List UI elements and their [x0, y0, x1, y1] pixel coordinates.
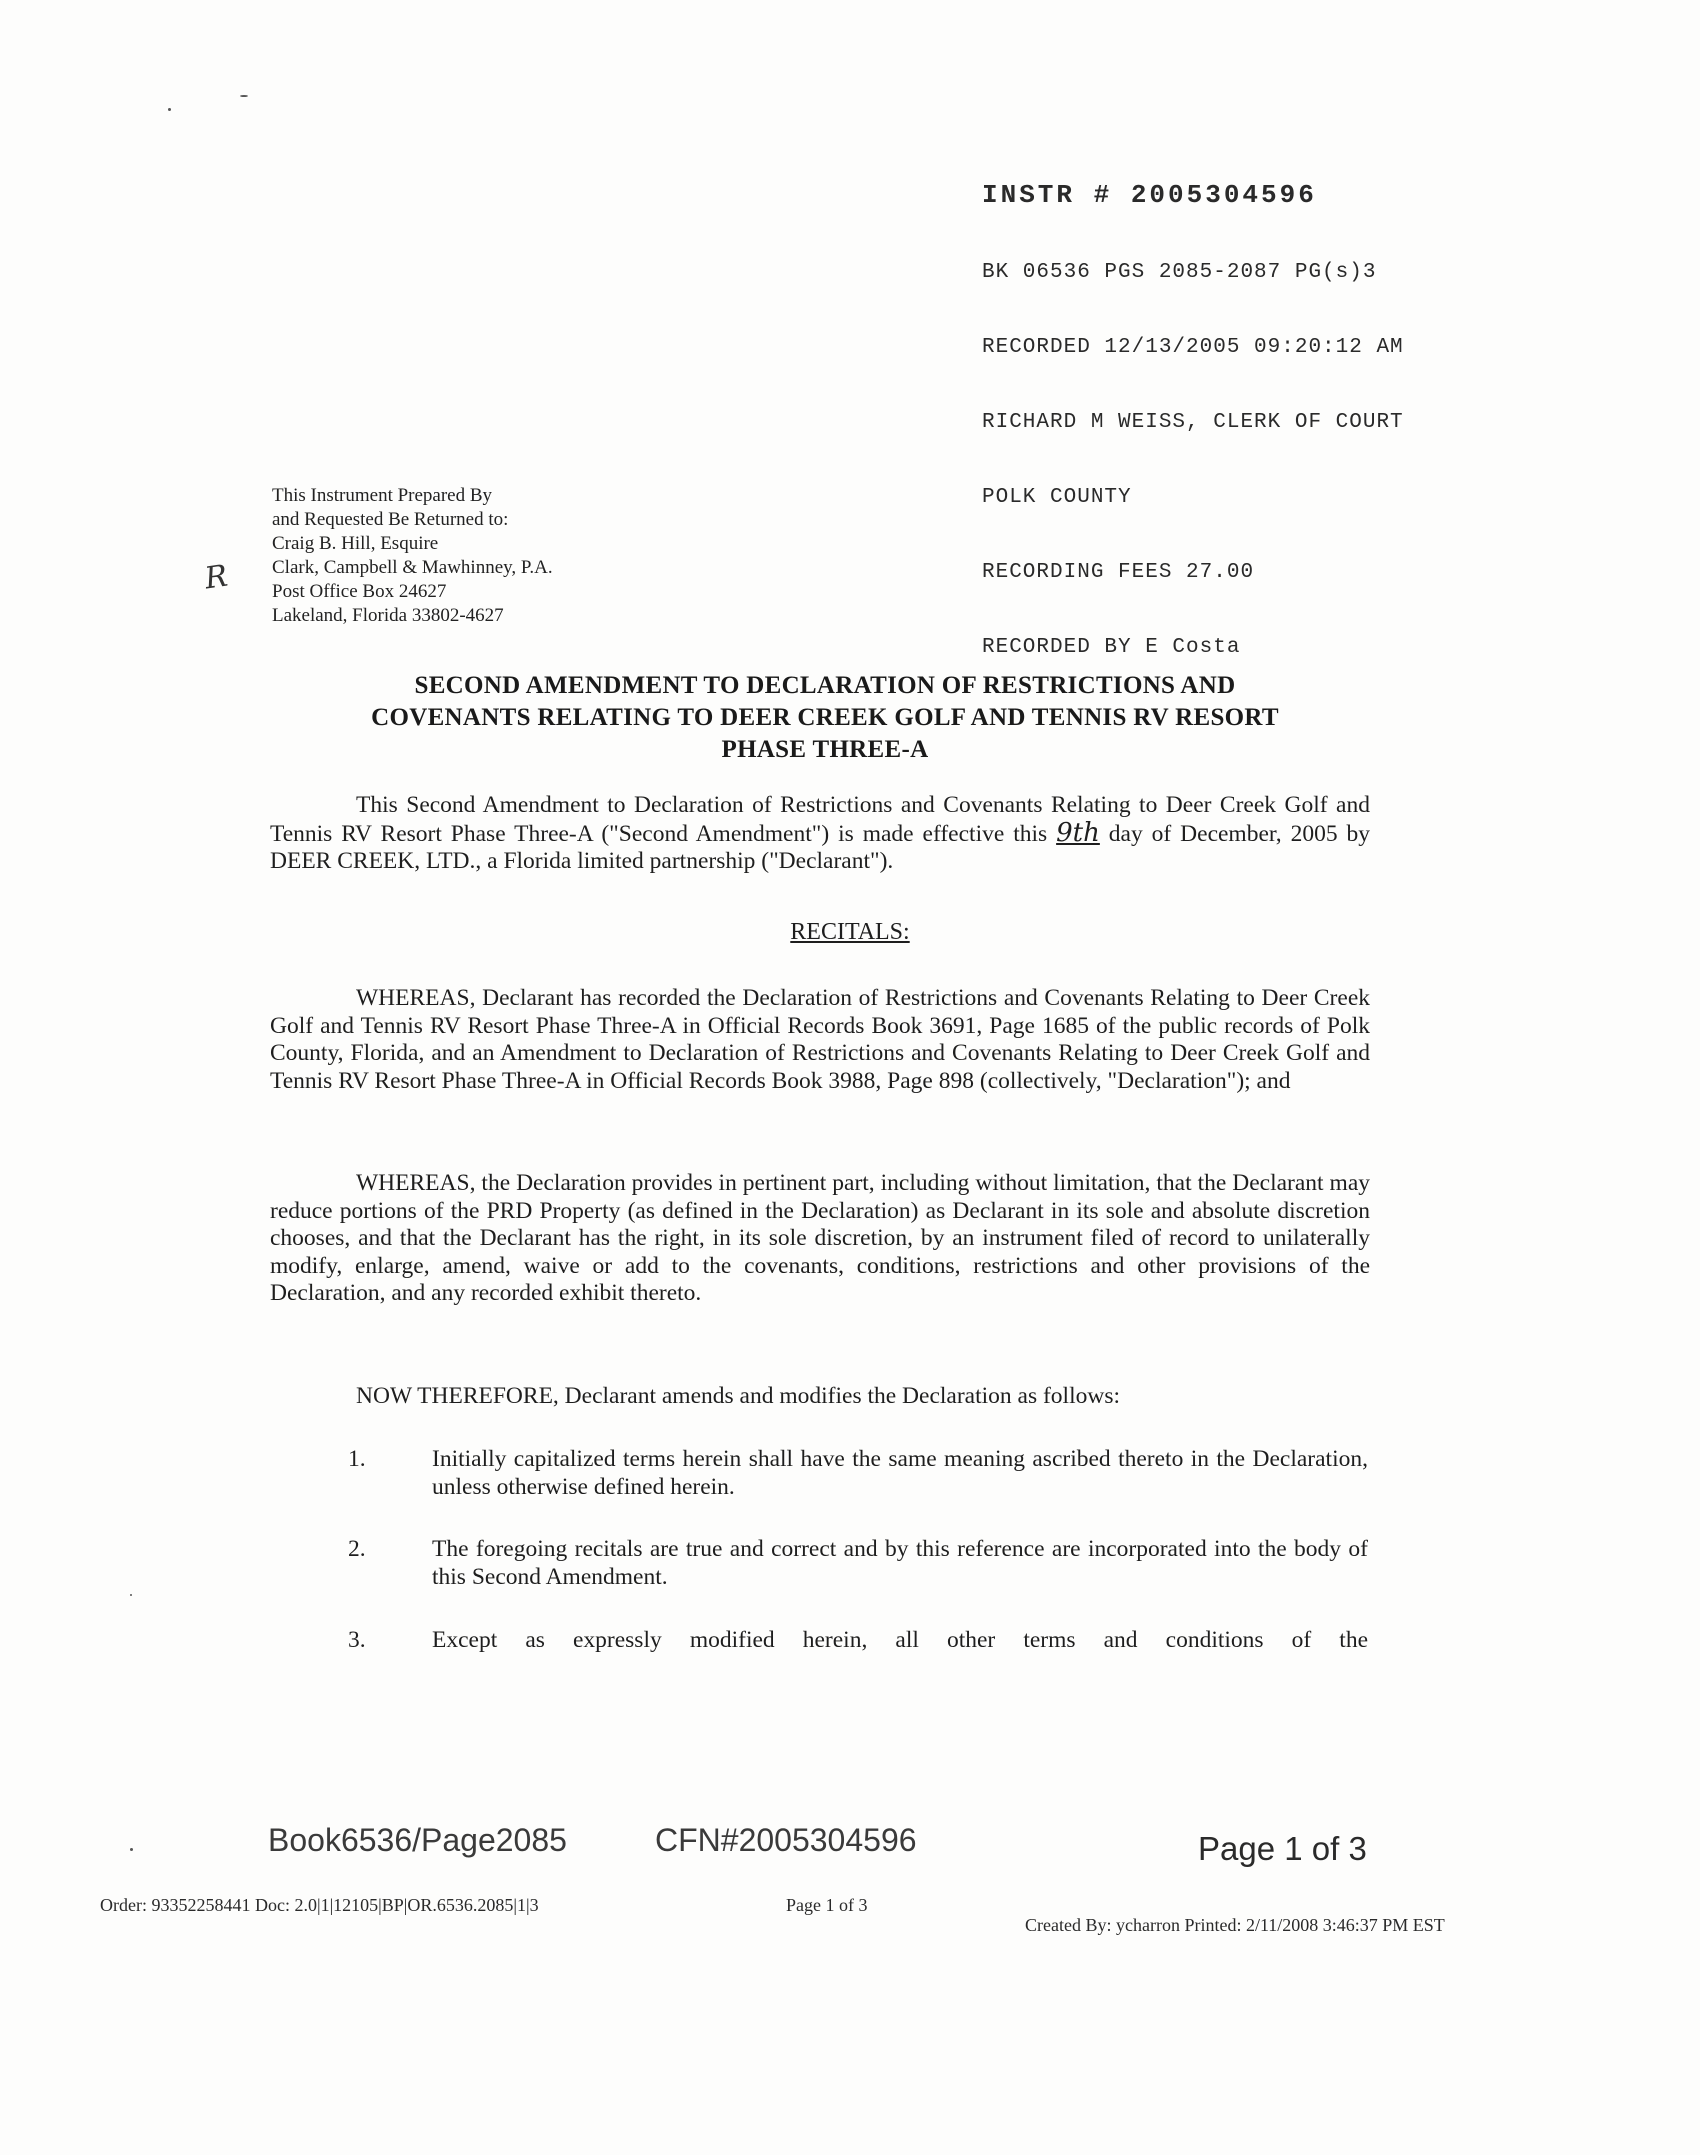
preparer-line: and Requested Be Returned to: [272, 509, 509, 530]
intro-text: This Second Amendment to Declaration of Restrictions and Covenants Relating to Deer Creek Golf and Tennis RV Resort Phase Three-A ("Second Amendment") is made effective this [270, 792, 1370, 847]
intro-text-end: day of December, 2005 by DEER CREEK, LTD., a Florida limited partnership ("Declarant"). [270, 820, 1371, 874]
stamp-line: POLK COUNTY [982, 486, 1132, 509]
print-page-number: Page 1 of 3 [786, 1895, 868, 1915]
scan-speck [168, 108, 171, 111]
stamp-line: BK 06536 PGS 2085-2087 PG(s)3 [982, 261, 1377, 284]
title-line: PHASE THREE-A [721, 736, 929, 763]
preparer-line: Lakeland, Florida 33802-4627 [272, 605, 504, 626]
title-line: SECOND AMENDMENT TO DECLARATION OF RESTRICTIONS AND [414, 672, 1236, 699]
instrument-number: INSTR # 2005304596 [982, 180, 1317, 210]
scan-speck [240, 95, 248, 97]
scan-speck [130, 1594, 132, 1596]
recitals-heading: RECITALS: [790, 919, 910, 945]
preparer-line: Craig B. Hill, Esquire [272, 533, 439, 554]
stamp-line: RECORDED BY E Costa [982, 636, 1241, 659]
title-line: COVENANTS RELATING TO DEER CREEK GOLF AND TENNIS RV RESORT [371, 704, 1279, 731]
list-number: 1. [348, 1446, 366, 1472]
footer-book-page: Book6536/Page2085 [268, 1822, 567, 1858]
preparer-block [272, 484, 553, 628]
list-text: Except as expressly modified herein, all other terms and conditions of the [432, 1627, 1368, 1653]
preparer-line: This Instrument Prepared By [272, 485, 493, 506]
intro-paragraph [270, 792, 1370, 876]
print-created-info: Created By: ycharron Printed: 2/11/2008 3:46:37 PM EST [1025, 1915, 1445, 1935]
whereas-paragraph-2: WHEREAS, the Declaration provides in pertinent part, including without limitation, that the Declarant may reduce portions of the PRD Property (as defined in the Declaration) as Declarant in its sole and absolute discretion chooses, and that the Declarant has the right, in its sole discretion, by an instrument filed of record to unilaterally modify, enlarge, amend, waive or add to the covenants, conditions, restrictions and other provisions of the Declaration, and any recorded exhibit thereto. [270, 1170, 1370, 1306]
stamp-line: RECORDING FEES 27.00 [982, 561, 1255, 584]
preparer-line: Post Office Box 24627 [272, 581, 447, 602]
preparer-line: Clark, Campbell & Mawhinney, P.A. [272, 557, 553, 578]
scan-speck [130, 1848, 133, 1851]
print-order-info: Order: 93352258441 Doc: 2.0|1|12105|BP|OR.6536.2085|1|3 [100, 1895, 539, 1915]
whereas-paragraph-1: WHEREAS, Declarant has recorded the Declaration of Restrictions and Covenants Relating to Deer Creek Golf and Tennis RV Resort Phase Three-A in Official Records Book 3691, Page 1685 of the public records of Polk County, Florida, and an Amendment to Declaration of Restrictions and Covenants Relating to Deer Creek Golf and Tennis RV Resort Phase Three-A in Official Records Book 3988, Page 898 (collectively, "Declaration"); and [270, 985, 1370, 1094]
list-text: Initially capitalized terms herein shall have the same meaning ascribed thereto in the Declaration, unless otherwise defined herein. [432, 1446, 1368, 1500]
stamp-line: RICHARD M WEISS, CLERK OF COURT [982, 411, 1404, 434]
stamp-line: RECORDED 12/13/2005 09:20:12 AM [982, 336, 1404, 359]
footer-cfn: CFN#2005304596 [655, 1822, 917, 1858]
document-title [250, 670, 1400, 766]
recording-stamp [982, 130, 1404, 710]
list-text: The foregoing recitals are true and correct and by this reference are incorporated into the body of this Second Amendment. [432, 1536, 1368, 1590]
handwritten-day: 9th [1056, 817, 1100, 848]
footer-page-number: Page 1 of 3 [1198, 1830, 1367, 1867]
list-number: 3. [348, 1627, 366, 1653]
handwritten-margin-mark: R [202, 558, 230, 597]
list-number: 2. [348, 1536, 366, 1562]
now-therefore-paragraph: NOW THEREFORE, Declarant amends and modifies the Declaration as follows: [356, 1383, 1121, 1409]
